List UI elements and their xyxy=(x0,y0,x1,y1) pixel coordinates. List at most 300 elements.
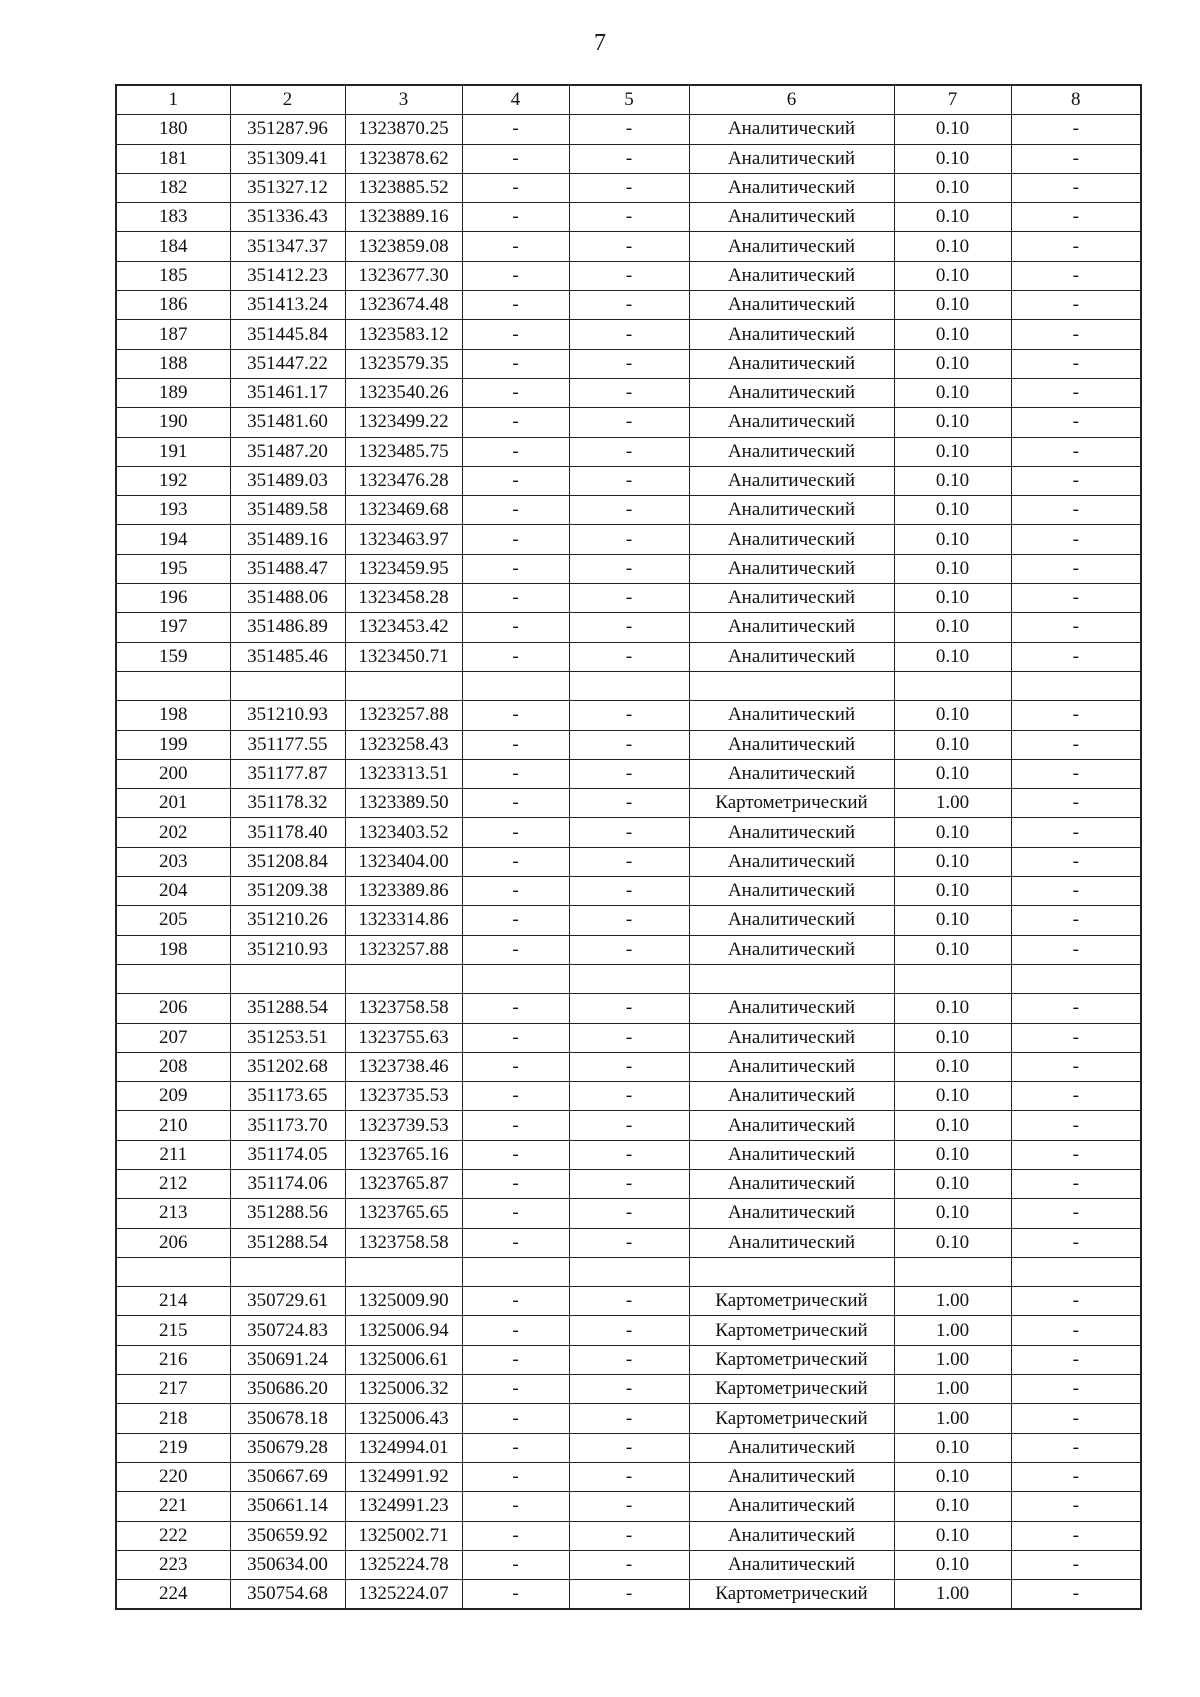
method-cell: Аналитический xyxy=(689,466,894,495)
header-cell-method: 6 xyxy=(689,85,894,115)
table-row xyxy=(116,1023,1141,1052)
x-coordinate-cell: 350754.68 xyxy=(230,1580,345,1610)
column-8-cell: - xyxy=(1011,818,1141,847)
table-row xyxy=(116,291,1141,320)
y-coordinate-cell: 1323469.68 xyxy=(345,496,462,525)
method-cell: Аналитический xyxy=(689,730,894,759)
accuracy-cell: 1.00 xyxy=(894,789,1011,818)
x-coordinate-cell: 351489.16 xyxy=(230,525,345,554)
accuracy-cell: 0.10 xyxy=(894,1462,1011,1491)
y-coordinate-cell: 1323459.95 xyxy=(345,554,462,583)
column-5-cell: - xyxy=(569,1345,689,1374)
column-4-cell: - xyxy=(462,642,569,671)
table-row xyxy=(116,115,1141,144)
accuracy-cell: 0.10 xyxy=(894,906,1011,935)
point-number-cell: 182 xyxy=(116,173,230,202)
method-cell: Аналитический xyxy=(689,554,894,583)
method-cell: Аналитический xyxy=(689,1228,894,1257)
y-coordinate-cell: 1323453.42 xyxy=(345,613,462,642)
column-8-cell: - xyxy=(1011,1228,1141,1257)
column-4-cell: - xyxy=(462,877,569,906)
column-4-cell: - xyxy=(462,1316,569,1345)
y-coordinate-cell: 1323450.71 xyxy=(345,642,462,671)
column-5-cell: - xyxy=(569,525,689,554)
method-cell: Картометрический xyxy=(689,1404,894,1433)
x-coordinate-cell: 351177.87 xyxy=(230,759,345,788)
method-cell: Аналитический xyxy=(689,1169,894,1198)
method-cell: Аналитический xyxy=(689,1052,894,1081)
x-coordinate-cell: 351412.23 xyxy=(230,261,345,290)
y-coordinate-cell: 1325002.71 xyxy=(345,1521,462,1550)
x-coordinate-cell: 351210.26 xyxy=(230,906,345,935)
column-4-cell: - xyxy=(462,701,569,730)
accuracy-cell: 0.10 xyxy=(894,1169,1011,1198)
table-row xyxy=(116,1345,1141,1374)
table-row xyxy=(116,701,1141,730)
y-coordinate-cell: 1323765.65 xyxy=(345,1199,462,1228)
point-number-cell: 159 xyxy=(116,642,230,671)
column-5-cell: - xyxy=(569,378,689,407)
table-row xyxy=(116,994,1141,1023)
accuracy-cell: 0.10 xyxy=(894,935,1011,964)
column-8-cell: - xyxy=(1011,203,1141,232)
table-row xyxy=(116,1580,1141,1610)
column-5-cell: - xyxy=(569,818,689,847)
y-coordinate-cell: 1323485.75 xyxy=(345,437,462,466)
x-coordinate-cell: 351489.58 xyxy=(230,496,345,525)
column-8-cell: - xyxy=(1011,232,1141,261)
point-number-cell: 195 xyxy=(116,554,230,583)
column-5-cell: - xyxy=(569,261,689,290)
table-row xyxy=(116,642,1141,671)
table-row xyxy=(116,730,1141,759)
column-5-cell: - xyxy=(569,877,689,906)
accuracy-cell: 0.10 xyxy=(894,408,1011,437)
point-number-cell: 196 xyxy=(116,584,230,613)
table-row xyxy=(116,1111,1141,1140)
method-cell: Аналитический xyxy=(689,1521,894,1550)
x-coordinate-cell: 351489.03 xyxy=(230,466,345,495)
method-cell: Аналитический xyxy=(689,906,894,935)
point-number-cell: 193 xyxy=(116,496,230,525)
table-row xyxy=(116,584,1141,613)
column-4-cell: - xyxy=(462,1550,569,1579)
y-coordinate-cell: 1323765.87 xyxy=(345,1169,462,1198)
accuracy-cell: 0.10 xyxy=(894,1492,1011,1521)
column-5-cell: - xyxy=(569,1287,689,1316)
accuracy-cell: 0.10 xyxy=(894,320,1011,349)
method-cell: Аналитический xyxy=(689,232,894,261)
accuracy-cell: 1.00 xyxy=(894,1375,1011,1404)
column-5-cell: - xyxy=(569,730,689,759)
point-number-cell: 210 xyxy=(116,1111,230,1140)
table-row xyxy=(116,1287,1141,1316)
y-coordinate-cell: 1325224.07 xyxy=(345,1580,462,1610)
y-coordinate-cell: 1323389.86 xyxy=(345,877,462,906)
column-8-cell: - xyxy=(1011,730,1141,759)
method-cell: Аналитический xyxy=(689,613,894,642)
column-4-cell xyxy=(462,964,569,993)
point-number-cell: 215 xyxy=(116,1316,230,1345)
accuracy-cell: 0.10 xyxy=(894,1228,1011,1257)
table-separator-row xyxy=(116,671,1141,700)
header-cell-y: 3 xyxy=(345,85,462,115)
column-8-cell: - xyxy=(1011,525,1141,554)
column-5-cell: - xyxy=(569,349,689,378)
x-coordinate-cell: 350634.00 xyxy=(230,1550,345,1579)
column-8-cell: - xyxy=(1011,1550,1141,1579)
column-8-cell: - xyxy=(1011,173,1141,202)
table-row xyxy=(116,759,1141,788)
table-row xyxy=(116,466,1141,495)
y-coordinate-cell: 1323540.26 xyxy=(345,378,462,407)
point-number-cell: 205 xyxy=(116,906,230,935)
coordinates-table-body xyxy=(116,85,1141,1609)
table-row xyxy=(116,906,1141,935)
y-coordinate-cell: 1323677.30 xyxy=(345,261,462,290)
y-coordinate-cell xyxy=(345,671,462,700)
column-8-cell: - xyxy=(1011,1375,1141,1404)
column-4-cell: - xyxy=(462,1169,569,1198)
x-coordinate-cell: 351336.43 xyxy=(230,203,345,232)
method-cell: Картометрический xyxy=(689,1345,894,1374)
x-coordinate-cell: 351253.51 xyxy=(230,1023,345,1052)
column-4-cell: - xyxy=(462,291,569,320)
accuracy-cell: 0.10 xyxy=(894,261,1011,290)
y-coordinate-cell: 1324991.92 xyxy=(345,1462,462,1491)
column-4-cell: - xyxy=(462,1228,569,1257)
column-5-cell xyxy=(569,964,689,993)
accuracy-cell: 0.10 xyxy=(894,173,1011,202)
accuracy-cell: 0.10 xyxy=(894,642,1011,671)
column-8-cell: - xyxy=(1011,320,1141,349)
point-number-cell xyxy=(116,964,230,993)
table-row xyxy=(116,408,1141,437)
table-row xyxy=(116,496,1141,525)
accuracy-cell: 0.10 xyxy=(894,349,1011,378)
x-coordinate-cell: 351413.24 xyxy=(230,291,345,320)
table-row xyxy=(116,847,1141,876)
x-coordinate-cell: 350686.20 xyxy=(230,1375,345,1404)
y-coordinate-cell: 1323463.97 xyxy=(345,525,462,554)
point-number-cell: 217 xyxy=(116,1375,230,1404)
table-row xyxy=(116,261,1141,290)
column-5-cell: - xyxy=(569,584,689,613)
table-row xyxy=(116,1169,1141,1198)
column-5-cell: - xyxy=(569,1140,689,1169)
column-5-cell: - xyxy=(569,203,689,232)
column-8-cell xyxy=(1011,671,1141,700)
column-4-cell: - xyxy=(462,613,569,642)
header-cell-5: 5 xyxy=(569,85,689,115)
column-4-cell: - xyxy=(462,320,569,349)
header-cell-4: 4 xyxy=(462,85,569,115)
accuracy-cell: 0.10 xyxy=(894,1082,1011,1111)
x-coordinate-cell xyxy=(230,964,345,993)
y-coordinate-cell: 1323674.48 xyxy=(345,291,462,320)
table-row xyxy=(116,1433,1141,1462)
table-row xyxy=(116,1140,1141,1169)
column-8-cell: - xyxy=(1011,1492,1141,1521)
method-cell: Аналитический xyxy=(689,437,894,466)
column-5-cell: - xyxy=(569,1052,689,1081)
x-coordinate-cell: 350724.83 xyxy=(230,1316,345,1345)
point-number-cell: 222 xyxy=(116,1521,230,1550)
column-8-cell: - xyxy=(1011,935,1141,964)
x-coordinate-cell xyxy=(230,1257,345,1286)
x-coordinate-cell: 350667.69 xyxy=(230,1462,345,1491)
table-row xyxy=(116,1404,1141,1433)
column-5-cell: - xyxy=(569,408,689,437)
column-8-cell: - xyxy=(1011,613,1141,642)
point-number-cell: 211 xyxy=(116,1140,230,1169)
column-4-cell: - xyxy=(462,496,569,525)
column-5-cell: - xyxy=(569,1550,689,1579)
y-coordinate-cell: 1324991.23 xyxy=(345,1492,462,1521)
point-number-cell: 212 xyxy=(116,1169,230,1198)
column-5-cell: - xyxy=(569,466,689,495)
column-8-cell xyxy=(1011,964,1141,993)
point-number-cell: 207 xyxy=(116,1023,230,1052)
point-number-cell: 219 xyxy=(116,1433,230,1462)
accuracy-cell: 0.10 xyxy=(894,613,1011,642)
column-8-cell: - xyxy=(1011,642,1141,671)
column-8-cell: - xyxy=(1011,496,1141,525)
x-coordinate-cell: 351202.68 xyxy=(230,1052,345,1081)
table-row xyxy=(116,1550,1141,1579)
method-cell: Аналитический xyxy=(689,1111,894,1140)
accuracy-cell: 0.10 xyxy=(894,818,1011,847)
column-5-cell: - xyxy=(569,320,689,349)
table-row xyxy=(116,525,1141,554)
table-row xyxy=(116,378,1141,407)
accuracy-cell: 0.10 xyxy=(894,1521,1011,1550)
x-coordinate-cell: 351173.70 xyxy=(230,1111,345,1140)
point-number-cell: 198 xyxy=(116,935,230,964)
point-number-cell: 198 xyxy=(116,701,230,730)
point-number-cell: 183 xyxy=(116,203,230,232)
column-4-cell: - xyxy=(462,730,569,759)
table-row xyxy=(116,1199,1141,1228)
method-cell: Картометрический xyxy=(689,1316,894,1345)
column-4-cell: - xyxy=(462,584,569,613)
column-5-cell: - xyxy=(569,1111,689,1140)
x-coordinate-cell xyxy=(230,671,345,700)
accuracy-cell: 0.10 xyxy=(894,203,1011,232)
x-coordinate-cell: 351173.65 xyxy=(230,1082,345,1111)
method-cell: Аналитический xyxy=(689,261,894,290)
column-8-cell: - xyxy=(1011,1345,1141,1374)
table-row xyxy=(116,1082,1141,1111)
column-5-cell: - xyxy=(569,642,689,671)
column-4-cell: - xyxy=(462,818,569,847)
column-8-cell: - xyxy=(1011,1140,1141,1169)
x-coordinate-cell: 351481.60 xyxy=(230,408,345,437)
method-cell: Аналитический xyxy=(689,525,894,554)
y-coordinate-cell: 1323739.53 xyxy=(345,1111,462,1140)
point-number-cell: 192 xyxy=(116,466,230,495)
x-coordinate-cell: 351445.84 xyxy=(230,320,345,349)
x-coordinate-cell: 351178.40 xyxy=(230,818,345,847)
point-number-cell: 194 xyxy=(116,525,230,554)
column-5-cell: - xyxy=(569,1580,689,1610)
column-5-cell: - xyxy=(569,554,689,583)
column-5-cell: - xyxy=(569,1521,689,1550)
column-4-cell: - xyxy=(462,203,569,232)
y-coordinate-cell: 1325006.43 xyxy=(345,1404,462,1433)
accuracy-cell: 0.10 xyxy=(894,759,1011,788)
column-5-cell: - xyxy=(569,789,689,818)
y-coordinate-cell: 1323583.12 xyxy=(345,320,462,349)
y-coordinate-cell: 1323885.52 xyxy=(345,173,462,202)
x-coordinate-cell: 351327.12 xyxy=(230,173,345,202)
column-5-cell: - xyxy=(569,1316,689,1345)
y-coordinate-cell: 1323499.22 xyxy=(345,408,462,437)
column-5-cell: - xyxy=(569,1023,689,1052)
x-coordinate-cell: 350678.18 xyxy=(230,1404,345,1433)
method-cell: Аналитический xyxy=(689,935,894,964)
accuracy-cell: 0.10 xyxy=(894,115,1011,144)
column-4-cell: - xyxy=(462,1199,569,1228)
method-cell: Аналитический xyxy=(689,408,894,437)
column-5-cell xyxy=(569,1257,689,1286)
point-number-cell: 200 xyxy=(116,759,230,788)
header-cell-accuracy: 7 xyxy=(894,85,1011,115)
x-coordinate-cell: 351209.38 xyxy=(230,877,345,906)
column-5-cell: - xyxy=(569,496,689,525)
point-number-cell: 216 xyxy=(116,1345,230,1374)
column-8-cell: - xyxy=(1011,1462,1141,1491)
accuracy-cell: 0.10 xyxy=(894,994,1011,1023)
x-coordinate-cell: 350661.14 xyxy=(230,1492,345,1521)
table-row xyxy=(116,320,1141,349)
column-8-cell: - xyxy=(1011,1404,1141,1433)
y-coordinate-cell: 1323735.53 xyxy=(345,1082,462,1111)
column-5-cell: - xyxy=(569,1462,689,1491)
x-coordinate-cell: 351208.84 xyxy=(230,847,345,876)
y-coordinate-cell: 1323889.16 xyxy=(345,203,462,232)
accuracy-cell: 0.10 xyxy=(894,1550,1011,1579)
y-coordinate-cell: 1323870.25 xyxy=(345,115,462,144)
column-5-cell: - xyxy=(569,759,689,788)
point-number-cell: 206 xyxy=(116,1228,230,1257)
table-row xyxy=(116,1052,1141,1081)
method-cell: Аналитический xyxy=(689,1023,894,1052)
column-8-cell: - xyxy=(1011,1433,1141,1462)
column-4-cell: - xyxy=(462,466,569,495)
column-4-cell: - xyxy=(462,1580,569,1610)
method-cell: Аналитический xyxy=(689,144,894,173)
column-4-cell: - xyxy=(462,232,569,261)
y-coordinate-cell: 1325006.94 xyxy=(345,1316,462,1345)
column-8-cell: - xyxy=(1011,554,1141,583)
y-coordinate-cell xyxy=(345,964,462,993)
point-number-cell xyxy=(116,671,230,700)
x-coordinate-cell: 351486.89 xyxy=(230,613,345,642)
column-8-cell: - xyxy=(1011,1580,1141,1610)
point-number-cell xyxy=(116,1257,230,1286)
x-coordinate-cell: 351174.06 xyxy=(230,1169,345,1198)
column-8-cell: - xyxy=(1011,1316,1141,1345)
table-row xyxy=(116,877,1141,906)
point-number-cell: 180 xyxy=(116,115,230,144)
x-coordinate-cell: 351174.05 xyxy=(230,1140,345,1169)
column-5-cell: - xyxy=(569,437,689,466)
point-number-cell: 208 xyxy=(116,1052,230,1081)
method-cell xyxy=(689,671,894,700)
accuracy-cell: 0.10 xyxy=(894,1140,1011,1169)
method-cell xyxy=(689,964,894,993)
table-row xyxy=(116,789,1141,818)
column-8-cell: - xyxy=(1011,378,1141,407)
y-coordinate-cell: 1323257.88 xyxy=(345,701,462,730)
column-5-cell: - xyxy=(569,1492,689,1521)
y-coordinate-cell: 1323765.16 xyxy=(345,1140,462,1169)
column-8-cell: - xyxy=(1011,847,1141,876)
point-number-cell: 204 xyxy=(116,877,230,906)
table-header-row xyxy=(116,85,1141,115)
column-4-cell: - xyxy=(462,437,569,466)
point-number-cell: 220 xyxy=(116,1462,230,1491)
x-coordinate-cell: 351488.06 xyxy=(230,584,345,613)
y-coordinate-cell: 1323755.63 xyxy=(345,1023,462,1052)
accuracy-cell: 0.10 xyxy=(894,701,1011,730)
column-8-cell: - xyxy=(1011,584,1141,613)
method-cell: Аналитический xyxy=(689,701,894,730)
table-row xyxy=(116,1521,1141,1550)
y-coordinate-cell: 1325006.61 xyxy=(345,1345,462,1374)
column-4-cell: - xyxy=(462,378,569,407)
column-8-cell: - xyxy=(1011,1169,1141,1198)
point-number-cell: 209 xyxy=(116,1082,230,1111)
column-4-cell: - xyxy=(462,906,569,935)
column-5-cell: - xyxy=(569,144,689,173)
column-8-cell: - xyxy=(1011,115,1141,144)
column-8-cell: - xyxy=(1011,759,1141,788)
column-4-cell: - xyxy=(462,789,569,818)
column-8-cell: - xyxy=(1011,466,1141,495)
method-cell: Аналитический xyxy=(689,291,894,320)
point-number-cell: 203 xyxy=(116,847,230,876)
x-coordinate-cell: 351488.47 xyxy=(230,554,345,583)
point-number-cell: 199 xyxy=(116,730,230,759)
y-coordinate-cell: 1323257.88 xyxy=(345,935,462,964)
column-8-cell: - xyxy=(1011,291,1141,320)
x-coordinate-cell: 350679.28 xyxy=(230,1433,345,1462)
point-number-cell: 214 xyxy=(116,1287,230,1316)
x-coordinate-cell: 351288.56 xyxy=(230,1199,345,1228)
column-4-cell: - xyxy=(462,144,569,173)
column-5-cell: - xyxy=(569,1082,689,1111)
column-8-cell xyxy=(1011,1257,1141,1286)
header-cell-x: 2 xyxy=(230,85,345,115)
method-cell: Аналитический xyxy=(689,378,894,407)
column-8-cell: - xyxy=(1011,349,1141,378)
accuracy-cell: 0.10 xyxy=(894,1433,1011,1462)
column-4-cell xyxy=(462,1257,569,1286)
method-cell: Аналитический xyxy=(689,1082,894,1111)
method-cell: Аналитический xyxy=(689,1433,894,1462)
point-number-cell: 221 xyxy=(116,1492,230,1521)
column-4-cell: - xyxy=(462,1404,569,1433)
accuracy-cell: 0.10 xyxy=(894,877,1011,906)
column-5-cell: - xyxy=(569,935,689,964)
column-4-cell: - xyxy=(462,349,569,378)
method-cell: Аналитический xyxy=(689,1550,894,1579)
method-cell: Аналитический xyxy=(689,847,894,876)
accuracy-cell: 1.00 xyxy=(894,1345,1011,1374)
x-coordinate-cell: 351177.55 xyxy=(230,730,345,759)
